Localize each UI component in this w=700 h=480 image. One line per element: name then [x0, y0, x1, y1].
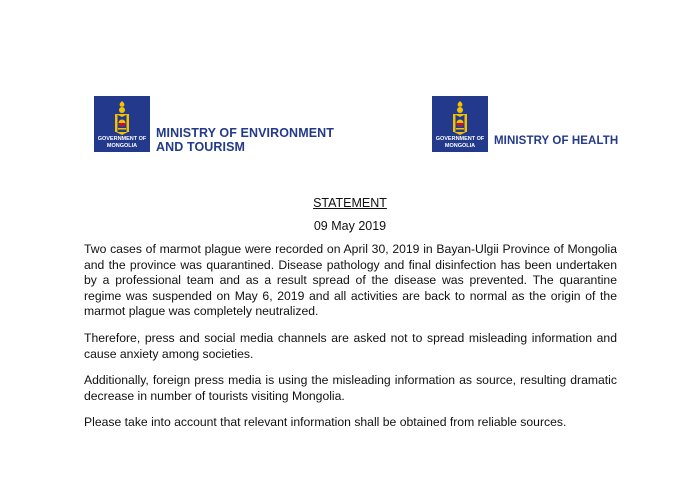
government-logo-left — [94, 96, 150, 152]
government-caption: GOVERNMENT OF MONGOLIA — [97, 136, 147, 149]
ministry-environment-name: MINISTRY OF ENVIRONMENT AND TOURISM — [156, 126, 335, 154]
statement-date: 09 May 2019 — [313, 219, 387, 233]
ministry-health-name: MINISTRY OF HEALTH — [494, 135, 619, 147]
statement-body — [84, 242, 617, 442]
government-caption: GOVERNMENT OF MONGOLIA — [435, 136, 485, 149]
statement-paragraph: Additionally, foreign press media is using the misleading information as source, resulting dramatic decrease in number of tourists visiting Mongolia. — [84, 373, 617, 403]
letterhead — [0, 96, 700, 156]
statement-paragraph: Please take into account that relevant information shall be obtained from reliable sources. — [84, 415, 567, 430]
statement-paragraph: Two cases of marmot plague were recorded on April 30, 2019 in Bayan-Ulgii Province of Mongolia and the province was quarantined. Disease pathology and final disinfection has been undertaken by a professional team and as a result spread of the disease was prevented. The quarantine regime was suspended on May 6, 2019 and all activities are back to normal as the origin of the marmot plague was completely neutralized. — [84, 242, 617, 319]
government-logo-right — [432, 96, 488, 152]
soyombo-emblem-icon — [111, 100, 133, 136]
statement-title: STATEMENT — [313, 196, 387, 210]
statement-paragraph: Therefore, press and social media channels are asked not to spread misleading information and cause anxiety among societies. — [84, 330, 617, 361]
soyombo-emblem-icon — [449, 100, 471, 136]
